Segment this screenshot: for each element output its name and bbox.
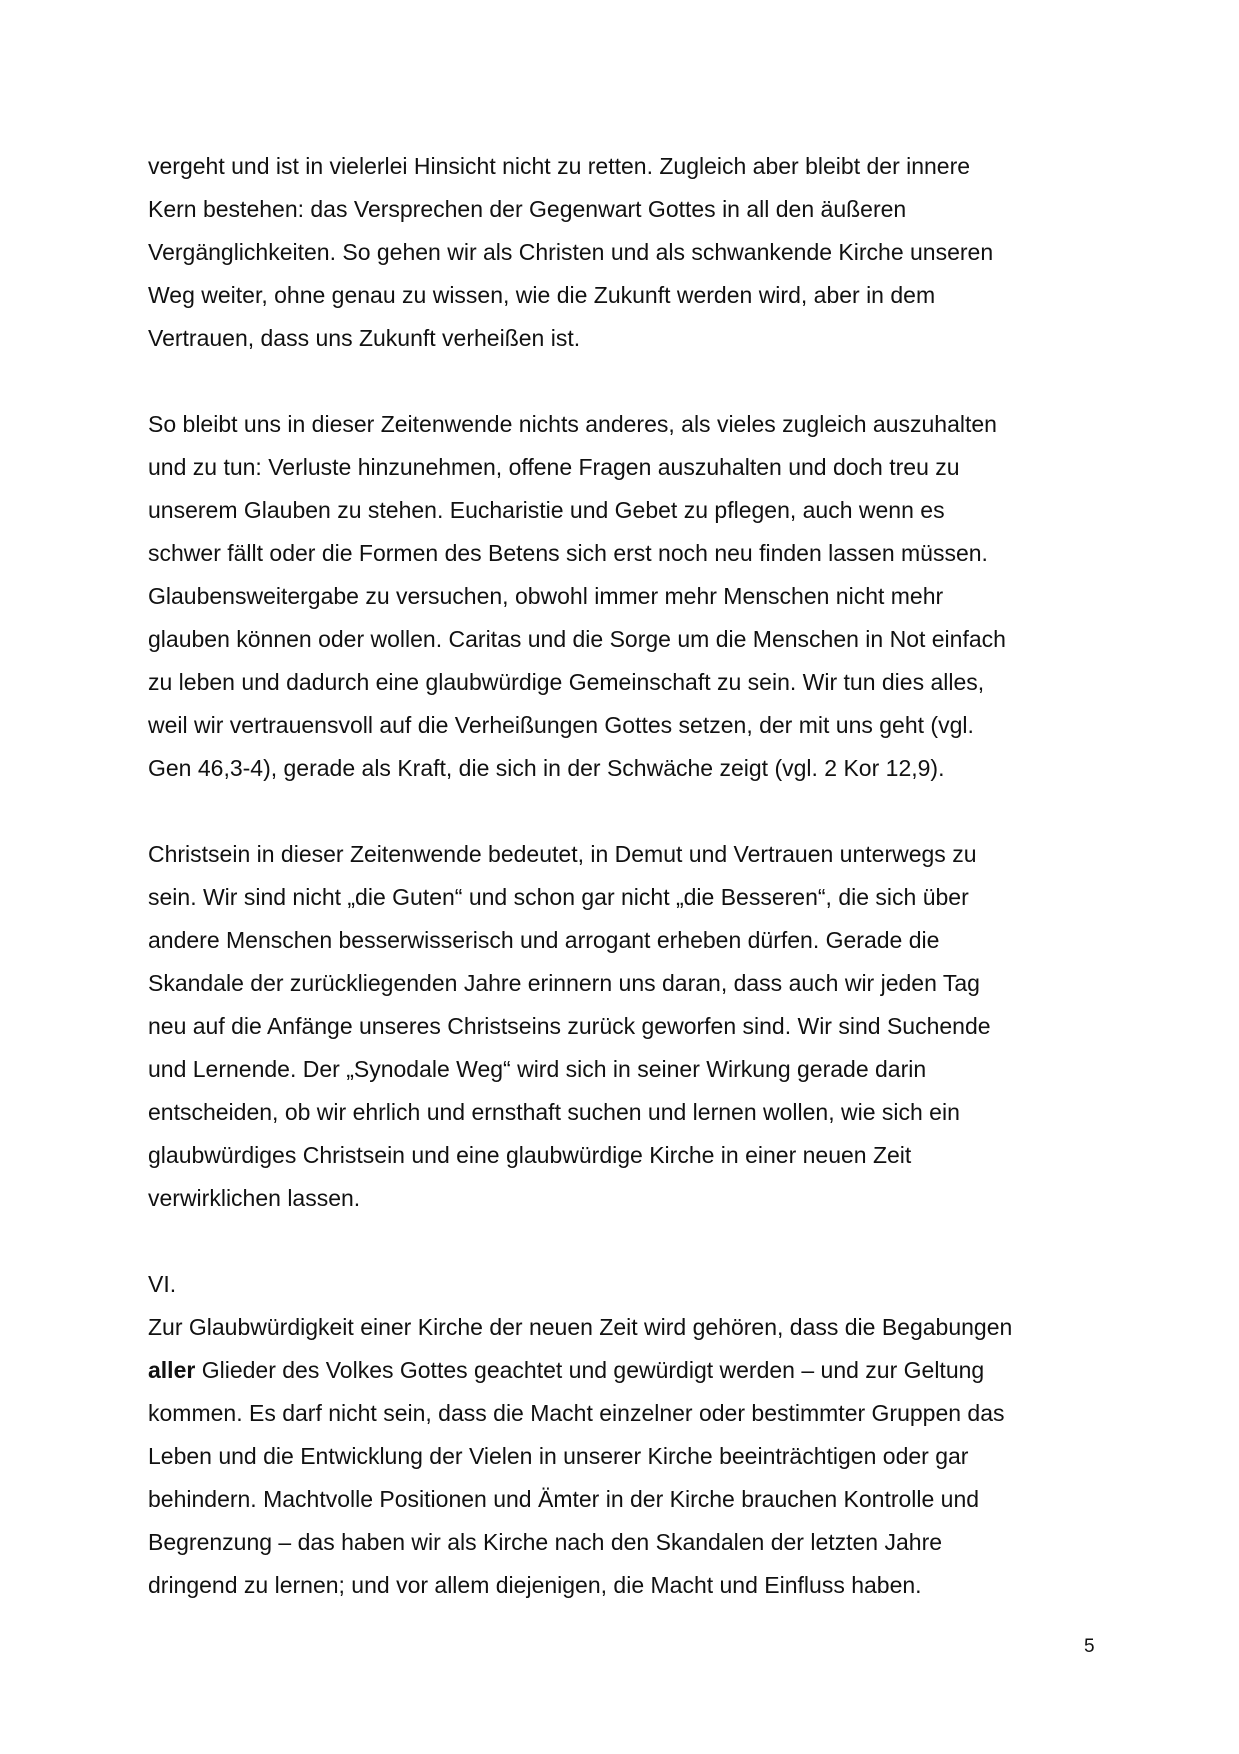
text-line: Glaubensweitergabe zu versuchen, obwohl immer mehr Menschen nicht mehr [148,583,944,609]
paragraph-3 [148,833,1108,1220]
text-line: und Lernende. Der „Synodale Weg“ wird sich in seiner Wirkung gerade darin [148,1056,927,1082]
paragraph-gap [148,360,1108,403]
text-line: Zur Glaubwürdigkeit einer Kirche der neuen Zeit wird gehören, dass die Begabungen [148,1314,1013,1340]
text-line: Vertrauen, dass uns Zukunft verheißen ist. [148,325,581,351]
emphasis-bold: aller [148,1357,196,1383]
section-vi [148,1263,1108,1607]
text-line: Skandale der zurückliegenden Jahre erinnern uns daran, dass auch wir jeden Tag [148,970,980,996]
paragraph-2 [148,403,1108,790]
text-line: andere Menschen besserwisserisch und arrogant erheben dürfen. Gerade die [148,927,940,953]
text-line: verwirklichen lassen. [148,1185,361,1211]
page-number: 5 [1084,1636,1095,1657]
text-line: glauben können oder wollen. Caritas und die Sorge um die Menschen in Not einfach [148,626,1006,652]
text-line: Gen 46,3-4), gerade als Kraft, die sich in der Schwäche zeigt (vgl. 2 Kor 12,9). [148,755,945,781]
text-line: unserem Glauben zu stehen. Eucharistie und Gebet zu pflegen, auch wenn es [148,497,945,523]
text-line: Kern bestehen: das Versprechen der Gegenwart Gottes in all den äußeren [148,196,907,222]
text-line: und zu tun: Verluste hinzunehmen, offene Fragen auszuhalten und doch treu zu [148,454,960,480]
text-line: vergeht und ist in vielerlei Hinsicht nicht zu retten. Zugleich aber bleibt der innere [148,153,971,179]
paragraph-gap [148,790,1108,833]
text-line: glaubwürdiges Christsein und eine glaubwürdige Kirche in einer neuen Zeit [148,1142,912,1168]
text-line: behindern. Machtvolle Positionen und Ämter in der Kirche brauchen Kontrolle und [148,1486,980,1512]
text-line: zu leben und dadurch eine glaubwürdige Gemeinschaft zu sein. Wir tun dies alles, [148,669,985,695]
text-line: weil wir vertrauensvoll auf die Verheißungen Gottes setzen, der mit uns geht (vgl. [148,712,974,738]
text-line: dringend zu lernen; und vor allem diejenigen, die Macht und Einfluss haben. [148,1572,922,1598]
text-run: Glieder des Volkes Gottes geachtet und gewürdigt werden – und zur Geltung [195,1357,985,1383]
body-text [148,145,1108,1607]
text-line: Vergänglichkeiten. So gehen wir als Christen und als schwankende Kirche unseren [148,239,994,265]
text-line: kommen. Es darf nicht sein, dass die Macht einzelner oder bestimmter Gruppen das [148,1400,1005,1426]
text-line: entscheiden, ob wir ehrlich und ernsthaft suchen und lernen wollen, wie sich ein [148,1099,960,1125]
text-line: Leben und die Entwicklung der Vielen in unserer Kirche beeinträchtigen oder gar [148,1443,969,1469]
paragraph-gap [148,1220,1108,1263]
paragraph-1 [148,145,1108,360]
text-line: sein. Wir sind nicht „die Guten“ und schon gar nicht „die Besseren“, die sich über [148,884,969,910]
text-line: neu auf die Anfänge unseres Christseins zurück geworfen sind. Wir sind Suchende [148,1013,991,1039]
text-line: Weg weiter, ohne genau zu wissen, wie die Zukunft werden wird, aber in dem [148,282,936,308]
text-line: Christsein in dieser Zeitenwende bedeutet, in Demut und Vertrauen unterwegs zu [148,841,977,867]
text-line [148,1349,1108,1392]
text-line: Begrenzung – das haben wir als Kirche nach den Skandalen der letzten Jahre [148,1529,943,1555]
text-line: So bleibt uns in dieser Zeitenwende nichts anderes, als vieles zugleich auszuhalten [148,411,997,437]
text-line: schwer fällt oder die Formen des Betens sich erst noch neu finden lassen müssen. [148,540,988,566]
section-heading: VI. [148,1271,177,1297]
